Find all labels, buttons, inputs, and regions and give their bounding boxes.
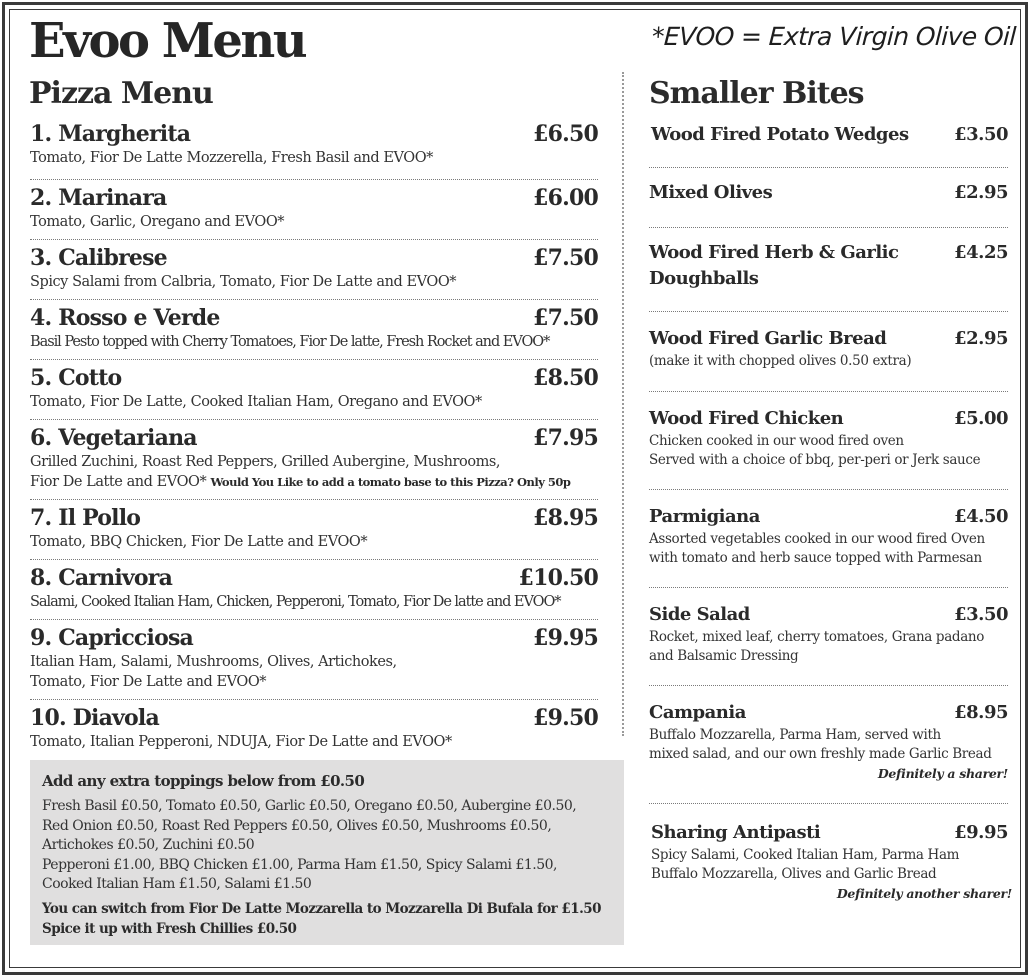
bites-list: [649, 120, 1012, 903]
pizza-description: Tomato, Fior De Latte Mozzerella, Fresh Basil and EVOO*: [30, 150, 433, 166]
pizza-name: 10. Diavola: [30, 705, 159, 731]
pizza-item: [30, 300, 598, 360]
pizza-name: 2. Marinara: [30, 185, 167, 211]
evoo-footnote: *EVOO = Extra Virgin Olive Oil: [651, 22, 1017, 51]
bite-price: £9.95: [954, 822, 1008, 843]
pizza-description: Spicy Salami from Calbria, Tomato, Fior De Latte and EVOO*: [30, 274, 457, 290]
extras-line: Fresh Basil £0.50, Tomato £0.50, Garlic £0.50, Oregano £0.50, Aubergine £0.50,: [42, 798, 577, 814]
extras-title: Add any extra toppings below from £0.50: [42, 772, 365, 790]
bite-item: [649, 588, 1008, 686]
pizza-name: 4. Rosso e Verde: [30, 305, 220, 331]
bite-item: [649, 228, 1008, 312]
pizza-item: [30, 620, 598, 700]
bite-description: Rocket, mixed leaf, cherry tomatoes, Grana padano: [649, 629, 985, 645]
bite-item: [649, 168, 1008, 228]
pizza-item: [30, 120, 598, 180]
bite-description: Buffalo Mozzarella, Parma Ham, served with: [649, 727, 941, 743]
bite-item: [649, 392, 1008, 490]
extras-line: Cooked Italian Ham £1.50, Salami £1.50: [42, 876, 312, 892]
bites-section-title: Smaller Bites: [649, 76, 864, 111]
pizza-description: Tomato, Italian Pepperoni, NDUJA, Fior De Latte and EVOO*: [30, 734, 452, 750]
pizza-description-line2: Tomato, Fior De Latte and EVOO*: [30, 674, 267, 690]
bite-price: £3.50: [954, 124, 1008, 145]
pizza-description: Tomato, Fior De Latte, Cooked Italian Ham, Oregano and EVOO*: [30, 394, 482, 410]
bite-description: and Balsamic Dressing: [649, 648, 799, 664]
bite-item: [649, 804, 1012, 903]
pizza-price: £9.95: [533, 625, 598, 651]
pizza-name: 1. Margherita: [30, 121, 191, 147]
sharer-tag: Definitely another sharer!: [836, 886, 1012, 901]
bite-description: Buffalo Mozzarella, Olives and Garlic Bread: [651, 866, 937, 882]
bite-name: Wood Fired Potato Wedges: [651, 124, 909, 145]
pizza-description: Tomato, BBQ Chicken, Fior De Latte and EVOO*: [30, 534, 368, 550]
pizza-name: 6. Vegetariana: [30, 425, 197, 451]
bite-name: Wood Fired Garlic Bread: [649, 328, 887, 349]
bite-name: Side Salad: [649, 604, 750, 625]
pizza-price: £7.50: [533, 305, 598, 331]
pizza-name: 5. Cotto: [30, 365, 122, 391]
pizza-name: 8. Carnivora: [30, 565, 173, 591]
bite-price: £4.50: [954, 506, 1008, 527]
column-divider: [622, 72, 624, 736]
bite-price: £3.50: [954, 604, 1008, 625]
pizza-name: 3. Calibrese: [30, 245, 167, 271]
bite-description: Chicken cooked in our wood fired oven: [649, 433, 904, 449]
extras-line: Artichokes £0.50, Zuchini £0.50: [42, 837, 255, 853]
mozzarella-switch-note: You can switch from Fior De Latte Mozzarella to Mozzarella Di Bufala for £1.50: [42, 900, 601, 917]
pizza-description-cont: Fior De Latte and EVOO*: [30, 474, 207, 490]
bite-description: Served with a choice of bbq, per-peri or Jerk sauce: [649, 452, 981, 468]
bite-name: Wood Fired Herb & Garlic Doughballs: [649, 242, 899, 289]
tomato-base-note: Would You Like to add a tomato base to this Pizza? Only 50p: [210, 475, 571, 489]
pizza-price: £7.95: [533, 425, 598, 451]
pizza-price: £8.50: [533, 365, 598, 391]
pizza-name: 9. Capricciosa: [30, 625, 193, 651]
bite-price: £2.95: [954, 328, 1008, 349]
pizza-price: £9.50: [533, 705, 598, 731]
bite-name: Campania: [649, 702, 746, 723]
pizza-description: Basil Pesto topped with Cherry Tomatoes, Fior De latte, Fresh Rocket and EVOO*: [30, 334, 550, 350]
bite-description: Spicy Salami, Cooked Italian Ham, Parma Ham: [651, 847, 960, 863]
pizza-price: £8.95: [533, 505, 598, 531]
pizza-item: [30, 700, 598, 756]
pizza-item: [30, 560, 598, 620]
menu-title: Evoo Menu: [29, 13, 306, 69]
extras-line: Pepperoni £1.00, BBQ Chicken £1.00, Parma Ham £1.50, Spicy Salami £1.50,: [42, 856, 557, 873]
bite-name: Mixed Olives: [649, 182, 773, 203]
pizza-item: [30, 420, 598, 500]
bite-name: Parmigiana: [649, 506, 760, 527]
bite-description: (make it with chopped olives 0.50 extra): [649, 353, 912, 369]
bite-name: Wood Fired Chicken: [649, 408, 844, 429]
pizza-price: £6.50: [533, 121, 598, 147]
pizza-description: Grilled Zuchini, Roast Red Peppers, Grilled Aubergine, Mushrooms,: [30, 454, 501, 470]
pizza-name: 7. Il Pollo: [30, 505, 141, 531]
pizza-description: Salami, Cooked Italian Ham, Chicken, Pepperoni, Tomato, Fior De latte and EVOO*: [30, 594, 561, 610]
pizza-item: [30, 240, 598, 300]
extra-toppings-box: [30, 760, 624, 945]
pizza-list: [30, 120, 598, 756]
bite-price: £2.95: [954, 182, 1008, 203]
chillies-note: Spice it up with Fresh Chillies £0.50: [42, 920, 297, 937]
pizza-description-line2: [30, 472, 598, 492]
bite-item: [649, 686, 1008, 804]
pizza-description: Italian Ham, Salami, Mushrooms, Olives, Artichokes,: [30, 654, 397, 670]
extras-line: Red Onion £0.50, Roast Red Peppers £0.50, Olives £0.50, Mushrooms £0.50,: [42, 817, 552, 834]
bite-item: [649, 490, 1008, 588]
pizza-section-title: Pizza Menu: [29, 76, 213, 111]
bite-price: £5.00: [954, 408, 1008, 429]
bite-name: Sharing Antipasti: [651, 822, 821, 843]
pizza-price: £10.50: [518, 565, 598, 591]
pizza-price: £7.50: [533, 245, 598, 271]
bite-item: [649, 312, 1008, 392]
pizza-item: [30, 180, 598, 240]
bite-item: [649, 120, 1008, 168]
bite-description: mixed salad, and our own freshly made Garlic Bread: [649, 746, 992, 762]
pizza-item: [30, 360, 598, 420]
bite-description: Assorted vegetables cooked in our wood fired Oven: [649, 531, 985, 547]
sharer-tag: Definitely a sharer!: [877, 766, 1008, 781]
bite-price: £4.25: [954, 242, 1008, 263]
bite-price: £8.95: [954, 702, 1008, 723]
pizza-item: [30, 500, 598, 560]
bite-description: with tomato and herb sauce topped with Parmesan: [649, 550, 982, 566]
pizza-description: Tomato, Garlic, Oregano and EVOO*: [30, 214, 285, 230]
pizza-price: £6.00: [533, 185, 598, 211]
